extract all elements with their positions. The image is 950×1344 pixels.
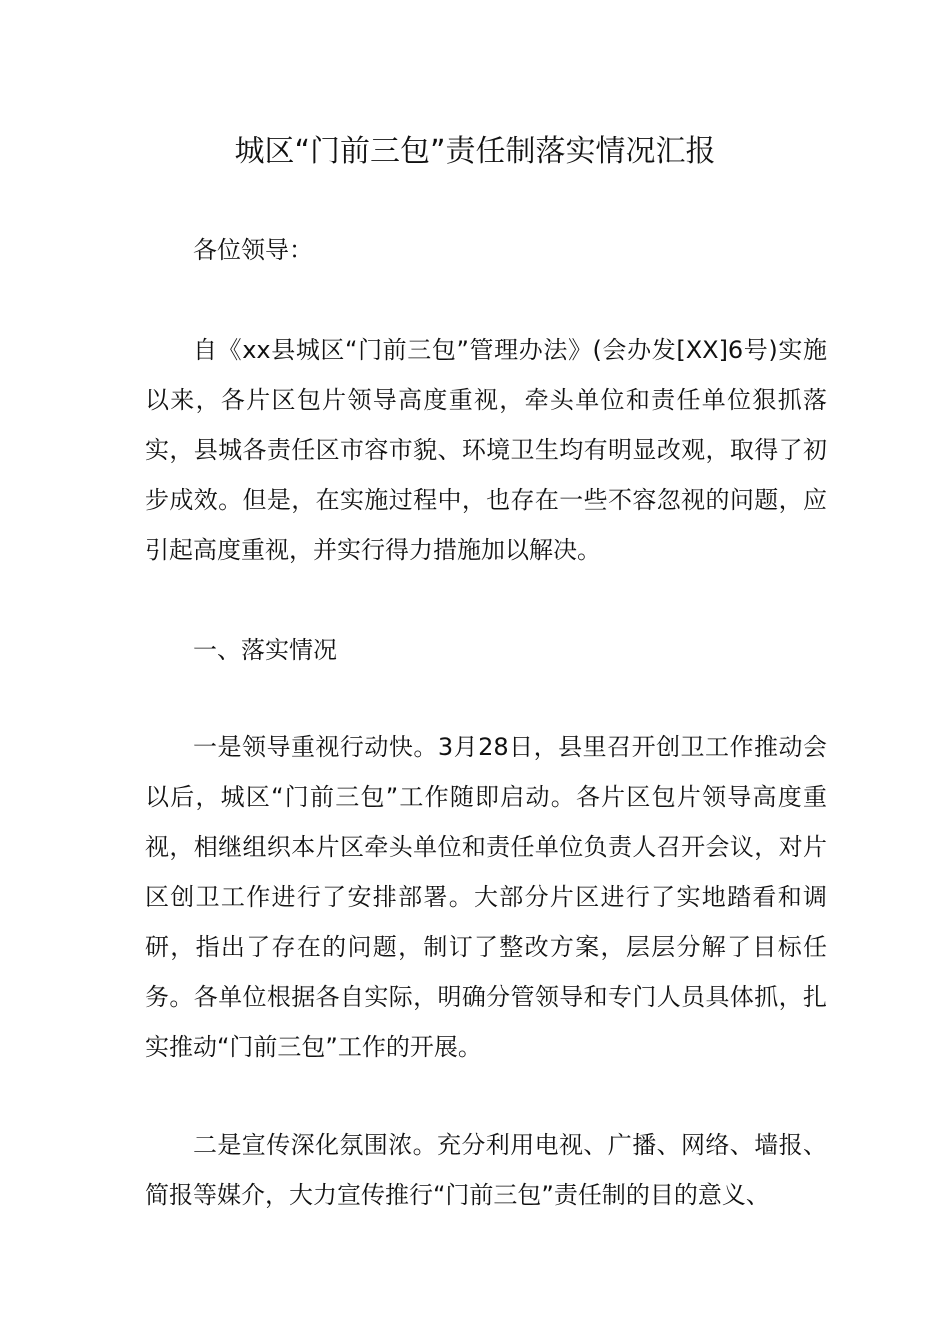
intro-block [145, 325, 827, 575]
point2-block [145, 1120, 827, 1220]
point1-block [145, 722, 827, 1072]
salutation: 各位领导： [193, 236, 313, 264]
section-heading-block [145, 625, 827, 675]
point2-paragraph: 二是宣传深化氛围浓。充分利用电视、广播、网络、墙报、简报等媒介，大力宣传推行“门前三包”责任制的目的意义、 [145, 1131, 827, 1209]
document-title: 城区“门前三包”责任制落实情况汇报 [234, 134, 716, 169]
intro-paragraph: 自《xx县城区“门前三包”管理办法》(会办发[XX]6号)实施以来，各片区包片领导高度重视，牵头单位和责任单位狠抓落实，县城各责任区市容市貌、环境卫生均有明显改观，取得了初步成效。但是，在实施过程中，也存在一些不容忽视的问题，应引起高度重视，并实行得力措施加以解决。 [145, 336, 827, 564]
section-heading: 一、落实情况 [193, 636, 337, 664]
salutation-block [145, 225, 827, 275]
point1-paragraph: 一是领导重视行动快。3月28日，县里召开创卫工作推动会以后，城区“门前三包”工作随即启动。各片区包片领导高度重视，相继组织本片区牵头单位和责任单位负责人召开会议，对片区创卫工作进行了安排部署。大部分片区进行了实地踏看和调研，指出了存在的问题，制订了整改方案，层层分解了目标任务。各单位根据各自实际，明确分管领导和专门人员具体抓，扎实推动“门前三包”工作的开展。 [145, 733, 827, 1061]
